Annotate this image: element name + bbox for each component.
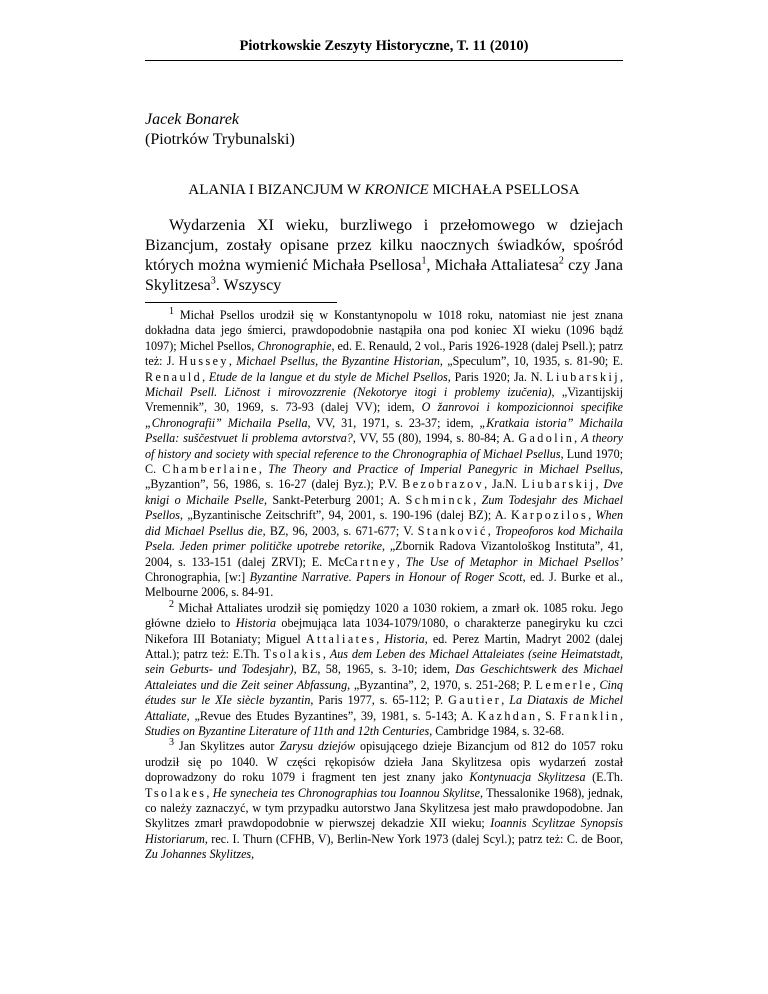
body-text <box>145 216 623 296</box>
footnotes <box>145 305 624 863</box>
title-italic: KRONICE <box>364 182 429 198</box>
author-name: Jacek Bonarek <box>145 111 240 128</box>
title-text-end: MICHAŁA PSELLOSA <box>428 182 580 198</box>
author-block <box>145 110 295 150</box>
title-text: ALANIA I BIZANCJUM W <box>188 182 365 198</box>
running-header: Piotrkowskie Zeszyty Historyczne, T. 11 (2010) <box>145 38 623 61</box>
footnote-3: $^3$ Jan Skylitzes autor Zarysu dziejów opisującego dzieje Bizancjum od 812 do 1057 roku urodził się po 1040. W części rękopisów dzieła Jana Skylitzesa opis wydarzeń został doprowadzony do roku 1079 i fragment ten jest znany jako Kontynuacja Skylitzesa (E.Th. Tsolakes, He synecheia tes Chronographias tou Ioannou Skylitse, Thessalonike 1968), jednak, co należy zaznaczyć, w tym przypadku autorstwo Jana Skylitzesa jest mało prawdopodobne. Jan Skylitzes zmarł prawdopodobnie w pierwszej dekadzie XII wieku; Ioannis Scylitzae Synopsis Historiarum, rec. I. Thurn (CFHB, V), Berlin-New York 1973 (dalej Scyl.); patrz też: C. de Boor, Zu Johannes Skylitzes, <box>145 737 624 862</box>
footnote-2: $^2$ Michał Attaliates urodził się pomiędzy 1020 a 1030 rokiem, a zmarł ok. 1085 roku. Jego główne dzieło to Historia obejmująca lata 1034-1079/1080, o charakterze panegiryku ku czci Nikefora III Botaniaty; Miguel Attaliates, Historia, ed. Perez Martin, Madryt 2002 (dalej Attal.); patrz też: E.Th. Tsolakis, Aus dem Leben des Michael Attaleiates (seine Heimatstadt, sein Geburts- und Todesjahr), BZ, 58, 1965, s. 3-10; idem, Das Geschichtswerk des Michael Attaleiates und die Zeit seiner Abfassung, „Byzantina”, 2, 1970, s. 251-268; P. Lemerle, Cinq études sur le XIe siècle byzantin, Paris 1977, s. 65-112; P. Gautier, La Diataxis de Michel Attaliate, „Revue des Etudes Byzantines”, 39, 1981, s. 5-143; A. Kazhdan, S. Franklin, Studies on Byzantine Literature of 11th and 12th Centuries, Cambridge 1984, s. 32-68. <box>145 598 624 738</box>
paragraph: Wydarzenia XI wieku, burzliwego i przełomowego w dziejach Bizancjum, zostały opisane przez kilku naocznych świadków, spośród których można wymienić Michała Psellosa$^1$, Michała Attaliatesa$^2$ czy Jana Skylitzesa$^3$. Wszyscy <box>145 217 624 294</box>
footnote-ref[interactable]: 3 <box>210 275 216 287</box>
author-affiliation: (Piotrków Trybunalski) <box>145 131 295 148</box>
footnote-ref[interactable]: 1 <box>421 255 427 267</box>
footnote-ref[interactable]: 2 <box>558 255 564 267</box>
footnote-separator <box>145 302 337 303</box>
article-title <box>145 182 623 199</box>
footnote-1: $^1$ Michał Psellos urodził się w Konstantynopolu w 1018 roku, natomiast nie jest znana dokładna data jego śmierci, prawdopodobnie nastąpiła ona pod koniec XI wieku (1096 bądź 1097); Michel Psellos, Chronographie, ed. E. Renauld, 2 vol., Paris 1926-1928 (dalej Psell.); patrz też: J. Hussey, Michael Psellus, the Byzantine Historian, „Speculum”, 10, 1935, s. 81-90; E. Renauld, Etude de la langue et du style de Michel Psellos, Paris 1920; Ja. N. Liubarskij, Michail Psell. Ličnost i mirovozzrenie (Nekotorye itogi i problemy izučenia), „Vizantijskij Vremennik”, 30, 1969, s. 73-93 (dalej VV); idem, O žanrovoi i kompozicionnoi specifike „Chronografii” Michaila Psella, VV, 31, 1971, s. 23-37; idem, „Kratkaia istoria” Michaila Psella: suščestvuet li problema avtorstva?, VV, 55 (80), 1994, s. 80-84; A. Gadolin, A theory of history and society with special reference to the Chronographia of Michael Psellus, Lund 1970; C. Chamberlaine, The Theory and Practice of Imperial Panegyric in Michael Psellus, „Byzantion”, 56, 1986, s. 16-27 (dalej Byz.); P.V. Bezobrazov, Ja.N. Liubarskij, Dve knigi o Michaile Pselle, Sankt-Peterburg 2001; A. Schminck, Zum Todesjahr des Michael Psellos, „Byzantinische Zeitschrift”, 94, 2001, s. 190-196 (dalej BZ); A. Karpozilos, When did Michael Psellus die, BZ, 96, 2003, s. 671-677; V. Stanković, Tropeoforos kod Michaila Psela. Jeden primer političke upotrebe retorike, „Zbornik Radova Vizantološkog Instituta”, 41, 2004, s. 133-151 (dalej ZRVI); E. McCartney, The Use of Metaphor in Michael Psellos’ Chronographia, [w:] Byzantine Narrative. Papers in Honour of Roger Scott, ed. J. Burke et al., Melbourne 2006, s. 84-91. <box>145 305 624 600</box>
